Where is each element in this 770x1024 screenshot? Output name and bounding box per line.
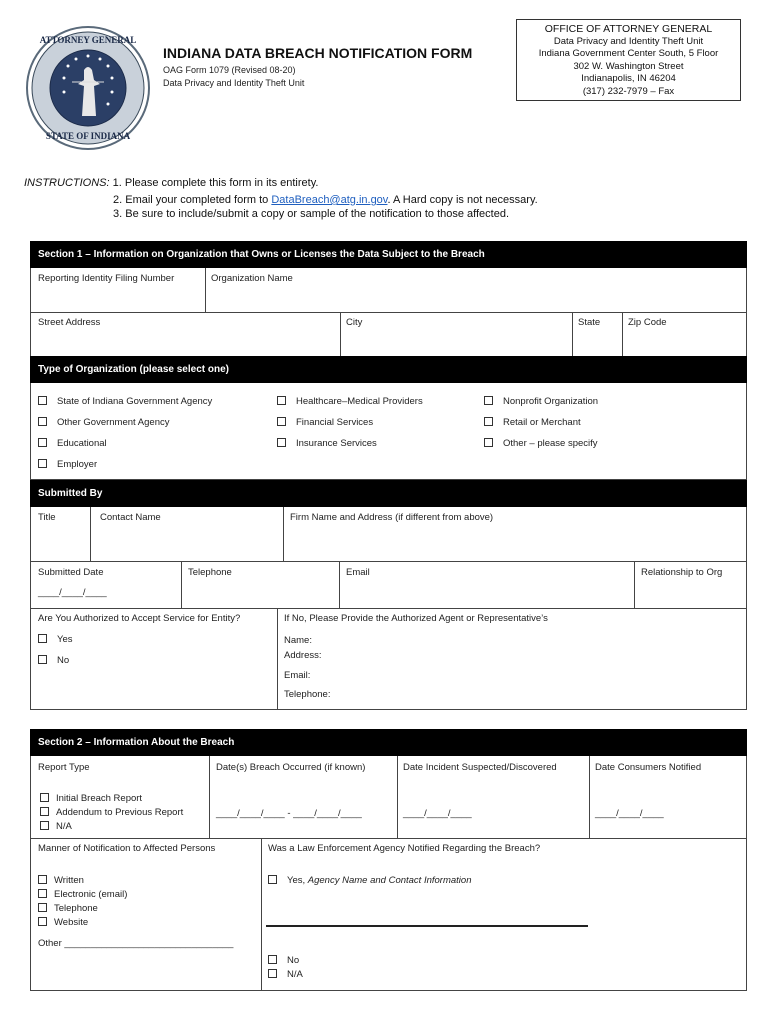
org-type-option[interactable] xyxy=(484,396,598,407)
org-type-option[interactable] xyxy=(277,417,373,428)
option-label: Electronic (email) xyxy=(54,889,128,900)
instructions-label: INSTRUCTIONS: xyxy=(24,177,110,189)
divider xyxy=(397,756,398,838)
law-yes-option[interactable] xyxy=(268,875,471,886)
checkbox[interactable] xyxy=(38,875,47,884)
divider xyxy=(339,561,340,608)
submitted-by-heading: Submitted By xyxy=(30,480,747,507)
option-label: Telephone xyxy=(54,903,98,914)
checkbox[interactable] xyxy=(38,655,47,664)
manner-option[interactable] xyxy=(38,889,127,900)
option-label: Addendum to Previous Report xyxy=(56,807,184,818)
divider xyxy=(30,561,747,562)
office-line: (317) 232-7979 – Fax xyxy=(582,85,675,97)
contact-name-label: Contact Name xyxy=(100,512,161,523)
law-na-option[interactable] xyxy=(268,969,303,980)
submitted-date-label: Submitted Date xyxy=(38,567,104,578)
checkbox[interactable] xyxy=(277,438,286,447)
authorized-yes[interactable] xyxy=(38,634,73,645)
option-label: Initial Breach Report xyxy=(56,793,143,804)
office-line: Indianapolis, IN 46204 xyxy=(581,73,676,84)
org-name-label: Organization Name xyxy=(211,273,293,284)
checkbox[interactable] xyxy=(38,917,47,926)
section2-heading: Section 2 – Information About the Breach xyxy=(30,729,747,756)
checkbox[interactable] xyxy=(268,969,277,978)
form-number: OAG Form 1079 (Revised 08-20) xyxy=(163,65,296,75)
section1-heading: Section 1 – Information on Organization that Owns or Licenses the Data Subject to the Breach xyxy=(30,241,747,268)
agency-info-line[interactable] xyxy=(266,925,588,927)
office-line: Indiana Government Center South, 5 Floor xyxy=(538,48,719,59)
report-option[interactable] xyxy=(40,807,183,818)
state-label: State xyxy=(578,317,601,328)
org-type-option[interactable] xyxy=(277,396,423,407)
option-label: No xyxy=(287,955,300,966)
checkbox[interactable] xyxy=(268,955,277,964)
org-type-option[interactable] xyxy=(484,438,598,449)
checkbox[interactable] xyxy=(40,793,49,802)
option-label: Other – please specify xyxy=(503,438,598,449)
option-label: Employer xyxy=(57,459,98,470)
manner-label: Manner of Notification to Affected Persons xyxy=(38,843,216,854)
email-link[interactable]: DataBreach@atg.in.gov xyxy=(271,194,388,206)
divider xyxy=(30,312,747,313)
title-label: Title xyxy=(38,512,56,523)
law-no-option[interactable] xyxy=(268,955,299,966)
option-label: Yes xyxy=(57,634,73,645)
checkbox[interactable] xyxy=(40,821,49,830)
org-type-heading: Type of Organization (please select one) xyxy=(30,356,747,383)
law-enforcement-question: Was a Law Enforcement Agency Notified Regarding the Breach? xyxy=(268,843,541,854)
divider xyxy=(209,756,210,838)
checkbox[interactable] xyxy=(38,634,47,643)
instruction-3: 3. Be sure to include/submit a copy or sample of the notification to those affected. xyxy=(113,208,510,220)
date-notified-label: Date Consumers Notified xyxy=(595,762,702,773)
option-label: Nonprofit Organization xyxy=(503,396,599,407)
org-type-option[interactable] xyxy=(38,396,212,407)
option-label: Educational xyxy=(57,438,107,449)
checkbox[interactable] xyxy=(40,807,49,816)
divider xyxy=(90,507,91,561)
report-option[interactable] xyxy=(40,793,142,804)
divider xyxy=(181,561,182,608)
relationship-label: Relationship to Org xyxy=(641,567,723,578)
breach-date-range[interactable]: ____/____/____ - ____/____/____ xyxy=(216,808,362,819)
option-label: Website xyxy=(54,917,89,928)
filing-number-label: Reporting Identity Filing Number xyxy=(38,273,175,284)
checkbox[interactable] xyxy=(38,459,47,468)
checkbox[interactable] xyxy=(38,889,47,898)
agent-name-label: Name: xyxy=(284,635,312,646)
instruction-2 xyxy=(113,194,538,206)
org-type-option[interactable] xyxy=(38,417,169,428)
divider xyxy=(30,608,747,609)
divider xyxy=(205,268,206,313)
agent-question: If No, Please Provide the Authorized Agent or Representative’s xyxy=(284,613,548,624)
checkbox[interactable] xyxy=(484,438,493,447)
seal-text-bottom: STATE OF INDIANA xyxy=(45,131,131,141)
checkbox[interactable] xyxy=(38,438,47,447)
authorized-no[interactable] xyxy=(38,655,69,666)
email-label: Email xyxy=(346,567,370,578)
option-label: Retail or Merchant xyxy=(503,417,581,428)
option-label: N/A xyxy=(56,821,72,832)
notified-date-blank[interactable]: ____/____/____ xyxy=(595,808,664,819)
instruction-2-tail: . A Hard copy is not necessary. xyxy=(387,194,538,206)
seal-text-top: ATTORNEY GENERAL xyxy=(39,35,137,45)
manner-option[interactable] xyxy=(38,875,84,886)
checkbox[interactable] xyxy=(277,396,286,405)
option-label: Financial Services xyxy=(296,417,374,428)
option-label: Written xyxy=(54,875,84,886)
option-label: N/A xyxy=(287,969,303,980)
manner-option[interactable] xyxy=(38,917,88,928)
office-line: 302 W. Washington Street xyxy=(573,60,684,72)
checkbox[interactable] xyxy=(38,903,47,912)
org-type-option[interactable] xyxy=(277,438,377,449)
checkbox[interactable] xyxy=(277,417,286,426)
office-line: Data Privacy and Identity Theft Unit xyxy=(553,35,704,47)
office-address-box xyxy=(516,19,741,101)
date-suspected-label: Date Incident Suspected/Discovered xyxy=(403,762,557,773)
telephone-label: Telephone xyxy=(188,567,232,578)
instruction-1: 1. Please complete this form in its entirety. xyxy=(112,177,319,189)
city-label: City xyxy=(346,317,363,328)
divider xyxy=(589,756,590,838)
option-detail: Agency Name and Contact Information xyxy=(307,875,472,886)
authorized-question: Are You Authorized to Accept Service for Entity? xyxy=(38,613,241,624)
submitted-date-blank[interactable]: ____/____/____ xyxy=(38,587,107,598)
divider xyxy=(340,312,341,356)
manner-other[interactable]: Other ________________________________ xyxy=(38,938,234,949)
checkbox[interactable] xyxy=(268,875,277,884)
option-label: No xyxy=(57,655,70,666)
firm-label: Firm Name and Address (if different from above) xyxy=(290,512,494,523)
suspected-date-blank[interactable]: ____/____/____ xyxy=(403,808,472,819)
agent-email-label: Email: xyxy=(284,670,311,681)
street-label: Street Address xyxy=(38,317,101,328)
office-line: OFFICE OF ATTORNEY GENERAL xyxy=(544,23,713,35)
divider xyxy=(277,608,278,710)
org-type-option[interactable] xyxy=(38,438,107,449)
agent-address-label: Address: xyxy=(284,650,322,661)
manner-option[interactable] xyxy=(38,903,98,914)
instruction-2-text: 2. Email your completed form to xyxy=(113,194,272,206)
unit-name: Data Privacy and Identity Theft Unit xyxy=(163,78,305,88)
org-type-option[interactable] xyxy=(38,459,97,470)
divider xyxy=(634,561,635,608)
divider xyxy=(30,838,747,839)
report-option[interactable] xyxy=(40,821,72,832)
checkbox[interactable] xyxy=(484,396,493,405)
option-label: Yes, xyxy=(287,875,308,886)
checkbox[interactable] xyxy=(38,417,47,426)
dates-occurred-label: Date(s) Breach Occurred (if known) xyxy=(216,762,366,773)
org-type-option[interactable] xyxy=(484,417,581,428)
instructions xyxy=(24,177,318,189)
divider xyxy=(283,507,284,561)
divider xyxy=(622,312,623,356)
agent-telephone-label: Telephone: xyxy=(284,689,331,700)
option-label: Insurance Services xyxy=(296,438,377,449)
zip-label: Zip Code xyxy=(628,317,667,328)
divider xyxy=(572,312,573,356)
divider xyxy=(261,838,262,991)
checkbox[interactable] xyxy=(484,417,493,426)
option-label: Other Government Agency xyxy=(57,417,170,428)
indiana-attorney-general-seal xyxy=(26,26,150,150)
option-label: State of Indiana Government Agency xyxy=(57,396,213,407)
report-type-label: Report Type xyxy=(38,762,90,773)
form-title: INDIANA DATA BREACH NOTIFICATION FORM xyxy=(163,45,473,61)
checkbox[interactable] xyxy=(38,396,47,405)
option-label: Healthcare–Medical Providers xyxy=(296,396,423,407)
